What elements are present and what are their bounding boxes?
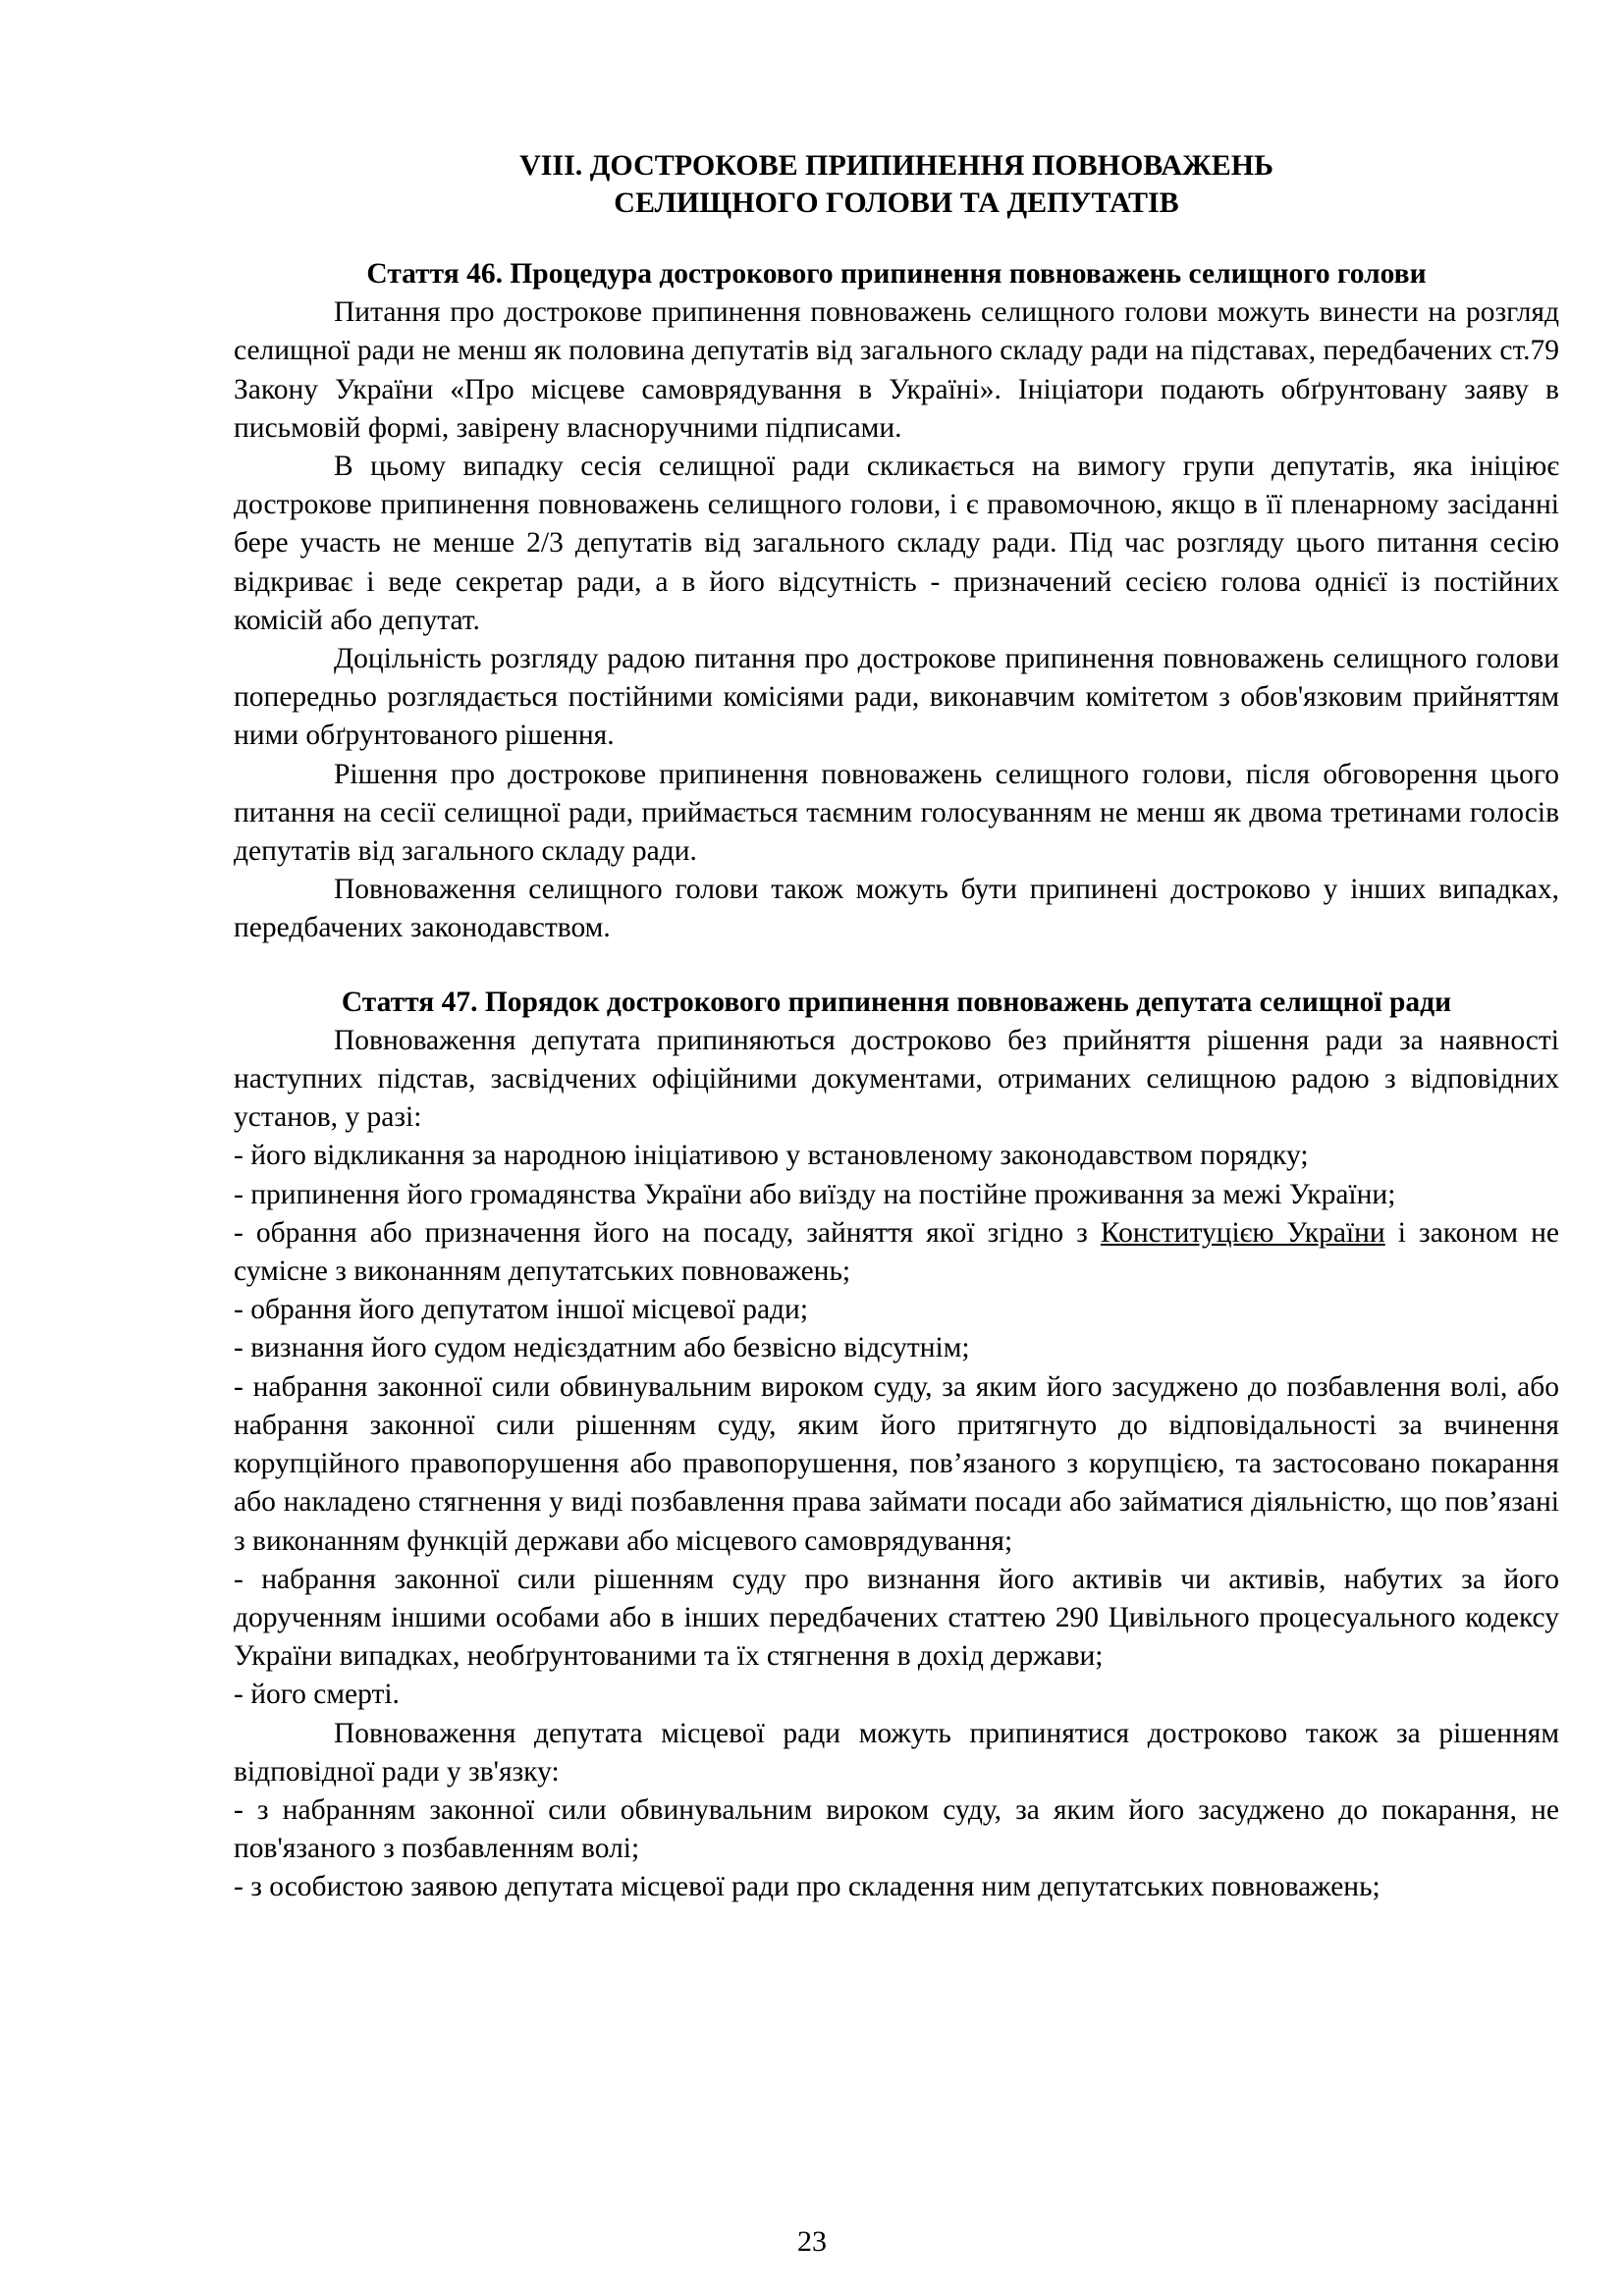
article-47-paragraph-2: Повноваження депутата місцевої ради можуть припинятися достроково також за рішенням відповідної ради у зв'язку:: [234, 1717, 1559, 1788]
list-item: - набрання законної сили рішенням суду про визнання його активів чи активів, набутих за його дорученням іншими особами або в інших передбачених статтею 290 Цивільного процесуального кодексу України випадках, необґрунтованими та їх стягнення в дохід держави;: [234, 1563, 1559, 1673]
section-heading-line-2: СЕЛИЩНОГО ГОЛОВИ ТА ДЕПУТАТІВ: [614, 187, 1179, 219]
article-46-paragraph-3: Доцільність розгляду радою питання про дострокове припинення повноважень селищного голови попередньо розглядається постійними комісіями ради, виконавчим комітетом з обов'язковим прийняттям ними обґрунтованого рішення.: [234, 643, 1559, 752]
list-item-text: - обрання або призначення його на посаду, зайняття якої згідно з: [234, 1216, 1101, 1249]
article-46: [234, 255, 1559, 948]
list-item: - визнання його судом недієздатним або безвісно відсутнім;: [234, 1332, 970, 1364]
section-heading: [234, 147, 1559, 222]
constitution-link[interactable]: Конституцією України: [1100, 1216, 1385, 1249]
list-item-text: і законом не сумісне з виконанням депутатських повноважень;: [234, 1216, 1559, 1288]
article-46-title: Стаття 46. Процедура дострокового припинення повноважень селищного голови: [366, 258, 1427, 290]
section-heading-line-1: VIII. ДОСТРОКОВЕ ПРИПИНЕННЯ ПОВНОВАЖЕНЬ: [519, 149, 1273, 182]
list-item: - обрання його депутатом іншої місцевої ради;: [234, 1294, 809, 1326]
list-item: - з набранням законної сили обвинувальним вироком суду, за яким його засуджено до покарання, не пов'язаного з позбавленням волі;: [234, 1793, 1559, 1865]
list-item: [234, 1214, 1559, 1291]
article-46-paragraph-1: Питання про дострокове припинення повноважень селищного голови можуть винести на розгляд селищної ради не менш як половина депутатів від загального складу ради на підставах, передбачених ст.79 Закону України «Про місцеве самоврядування в Україні». Ініціатори подають обґрунтовану заяву в письмовій формі, завірену власноручними підписами.: [234, 296, 1559, 444]
article-46-paragraph-2: В цьому випадку сесія селищної ради скликається на вимогу групи депутатів, яка ініціює дострокове припинення повноважень селищного голови, і є правомочною, якщо в її пленарному засіданні бере участь не менше 2/3 депутатів від загального складу ради. Під час розгляду цього питання сесію відкриває і веде секретар ради, а в його відсутність - призначений сесією голова однієї із постійних комісій або депутат.: [234, 451, 1559, 636]
document-page: [234, 147, 1559, 1943]
article-47: [234, 984, 1559, 1907]
article-46-paragraph-5: Повноваження селищного голови також можуть бути припинені достроково у інших випадках, передбачених законодавством.: [234, 874, 1559, 944]
article-47-title: Стаття 47. Порядок дострокового припинення повноважень депутата селищної ради: [341, 986, 1452, 1018]
list-item: - припинення його громадянства України або виїзду на постійне проживання за межі України;: [234, 1178, 1396, 1210]
list-item: - його відкликання за народною ініціативою у встановленому законодавством порядку;: [234, 1140, 1309, 1172]
article-46-paragraph-4: Рішення про дострокове припинення повноважень селищного голови, після обговорення цього питання на сесії селищної ради, приймається таємним голосуванням не менш як двома третинами голосів депутатів від загального складу ради.: [234, 758, 1559, 868]
article-47-intro: Повноваження депутата припиняються достроково без прийняття рішення ради за наявності наступних підстав, засвідчених офіційними документами, отриманих селищною радою з відповідних установ, у разі:: [234, 1024, 1559, 1134]
list-item: - набрання законної сили обвинувальним вироком суду, за яким його засуджено до позбавлення волі, або набрання законної сили рішенням суду, яким його притягнуто до відповідальності за вчинення корупційного правопорушення або правопорушення, пов’язаного з корупцією, та застосовано покарання або накладено стягнення у виді позбавлення права займати посади або займатися діяльністю, що пов’язані з виконанням функцій держави або місцевого самоврядування;: [234, 1370, 1559, 1557]
page-number: 23: [797, 2225, 827, 2258]
list-item: - його смерті.: [234, 1679, 400, 1711]
list-item: - з особистою заявою депутата місцевої ради про складення ним депутатських повноважень;: [234, 1871, 1380, 1903]
